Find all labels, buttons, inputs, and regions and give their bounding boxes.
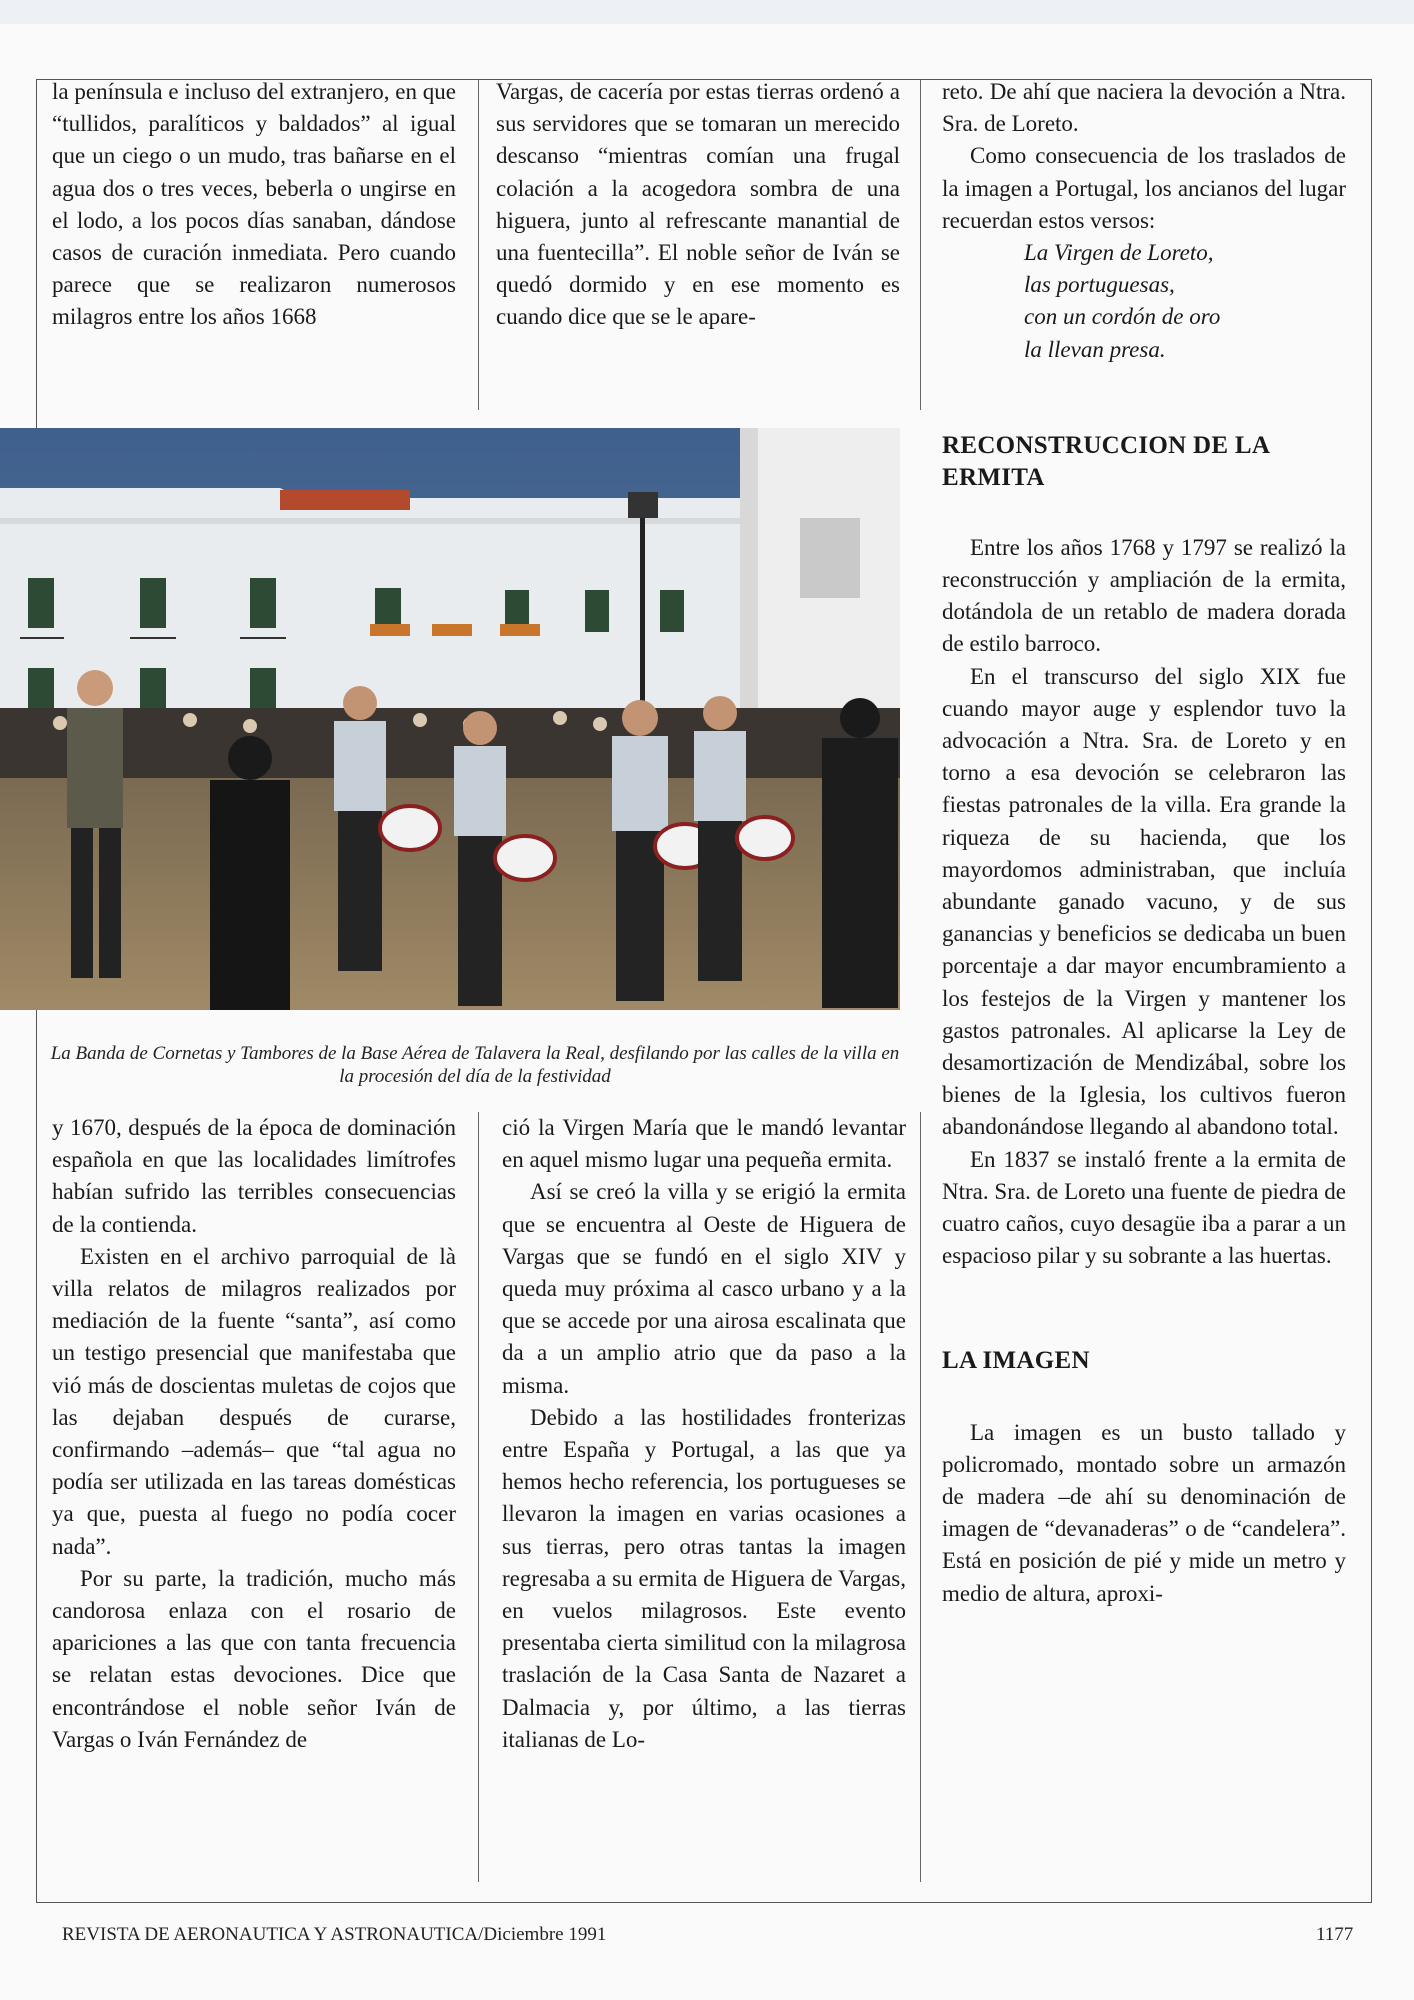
verse-line: con un cordón de oro — [1024, 304, 1221, 330]
verse-line: la llevan presa. — [1024, 336, 1166, 362]
column-rule-bottom-right — [920, 1112, 921, 1882]
verse-line: La Virgen de Loreto, — [1024, 240, 1214, 266]
paragraph: y 1670, después de la época de dominación española en que las localidades limítrofes habían sufrido las terribles consecuencias de la contienda. — [52, 1115, 456, 1237]
paragraph: Como consecuencia de los traslados de la imagen a Portugal, los ancianos del lugar recuerdan estos versos: — [942, 143, 1346, 233]
paragraph: La imagen es un busto tallado y policromado, montado sobre un armazón de madera –de ahí su denominación de imagen de “devanaderas” o de “candelera”. Está en posición de pié y mide un metro y medio de altura, aproxi- — [942, 1419, 1346, 1606]
column-2-top — [496, 76, 900, 334]
column-1-top — [52, 76, 456, 334]
column-rule-top-left — [478, 80, 479, 410]
paragraph: Así se creó la villa y se erigió la ermita que se encuentra al Oeste de Higuera de Vargas que se fundó en el siglo XIV y queda muy próxima al casco urbano y a la que se accede por una airosa escalinata que da a un amplio atrio que da paso a la misma. — [502, 1179, 906, 1398]
drum-band-parade-image — [0, 428, 900, 1010]
paragraph: la península e incluso del extranjero, en que “tullidos, paralíticos y baldados” al igual que un ciego o un mudo, tras bañarse en el agua dos o tres veces, beberla o ungirse en el lodo, a los pocos días sanaban, dándose casos de curación inmediata. Pero cuando parece que se realizaron numerosos milagros entre los años 1668 — [52, 79, 456, 330]
footer-publication: REVISTA DE AERONAUTICA Y ASTRONAUTICA/Diciembre 1991 — [62, 1924, 607, 1945]
verse — [942, 237, 1346, 366]
paragraph: Debido a las hostilidades fronterizas entre España y Portugal, a las que ya hemos hecho referencia, los portugueses se llevaron la imagen en varias ocasiones a sus tierras, pero otras tantas la imagen regresaba a su ermita de Higuera de Vargas, en vuelos milagrosos. Este evento presentaba cierta similitud con la milagrosa traslación de la Casa Santa de Nazaret a Dalmacia y, por último, a las tierras italianas de Lo- — [502, 1404, 906, 1752]
paragraph: Existen en el archivo parroquial de là villa relatos de milagros realizados por mediación de la fuente “santa”, así como un testigo presencial que manifestaba que vió más de doscientas muletas de cojos que las dejaban después de curarse, confirmando –además– que “tal agua no podía ser utilizada en las tareas domésticas ya que, puesta al fuego no podía cocer nada”. — [52, 1243, 456, 1559]
column-3 — [942, 76, 1346, 1610]
column-1-bottom — [52, 1112, 456, 1756]
paragraph: En 1837 se instaló frente a la ermita de Ntra. Sra. de Loreto una fuente de piedra de cuatro caños, cuyo desagüe iba a parar a un espacioso pilar y su sobrante a las huertas. — [942, 1146, 1346, 1269]
photo-caption: La Banda de Cornetas y Tambores de la Base Aérea de Talavera la Real, desfilando por las calles de la villa en la procesión del día de la festividad — [50, 1043, 900, 1087]
section-heading-la-imagen: LA IMAGEN — [942, 1346, 1090, 1374]
column-2-bottom — [502, 1112, 906, 1756]
column-rule-bottom-left — [478, 1112, 479, 1882]
footer-page-number: 1177 — [1316, 1924, 1354, 1945]
paragraph: Por su parte, la tradición, mucho más candorosa enlaza con el rosario de apariciones a las que con tanta frecuencia se relatan estas devociones. Dice que encontrándose el noble señor Iván de Vargas o Iván Fernández de — [52, 1565, 456, 1752]
paragraph: reto. De ahí que naciera la devoción a Ntra. Sra. de Loreto. — [942, 79, 1346, 137]
magazine-page — [0, 24, 1414, 2000]
section-heading-reconstruccion: RECONSTRUCCION DE LA ERMITA — [942, 431, 1269, 491]
paragraph: Vargas, de cacería por estas tierras ordenó a sus servidores que se tomaran un merecido descanso “mientras comían una frugal colación a la acogedora sombra de una higuera, junto al refrescante manantial de una fuentecilla”. El noble señor de Iván se quedó dormido y en ese momento es cuando dice que se le apare- — [496, 79, 900, 330]
paragraph: En el transcurso del siglo XIX fue cuando mayor auge y esplendor tuvo la advocación a Ntra. Sra. de Loreto y en torno a esa devoción se celebraron las fiestas patronales de la villa. Era grande la riqueza de su hacienda, que los mayordomos administraban, que incluía abundante ganado vacuno, y de sus ganancias y beneficios se dedicaba un buen porcentaje a dar mayor encumbramiento a los festejos de la Virgen y mantener los gastos patronales. Al aplicarse la Ley de desamortización de Mendizábal, sobre los bienes de la Iglesia, los cultivos fueron abandonándose llegando al abandono total. — [942, 663, 1346, 1140]
verse-line: las portuguesas, — [1024, 272, 1175, 298]
parade-photo — [0, 428, 900, 1010]
column-rule-top-right — [920, 80, 921, 410]
paragraph: Entre los años 1768 y 1797 se realizó la reconstrucción y ampliación de la ermita, dotándola de un retablo de madera dorada de estilo barroco. — [942, 534, 1346, 657]
paragraph: ció la Virgen María que le mandó levantar en aquel mismo lugar una pequeña ermita. — [502, 1115, 906, 1173]
